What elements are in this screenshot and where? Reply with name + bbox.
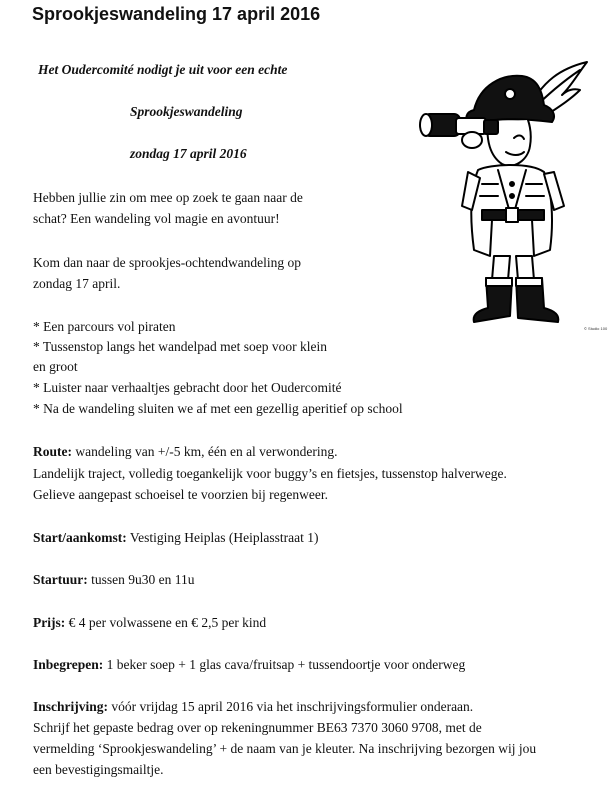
page-title: Sprookjeswandeling 17 april 2016	[32, 4, 321, 24]
startuur-label: Startuur:	[33, 572, 88, 587]
prijs-value: € 4 per volwassene en € 2,5 per kind	[65, 615, 267, 630]
prijs-line	[33, 612, 266, 633]
inschrijving-line-2: Schrijf het gepaste bedrag over op rekeningnummer BE63 7370 3060 9708, met de	[33, 720, 482, 735]
intro-line-1: Hebben jullie zin om mee op zoek te gaan naar de	[33, 190, 303, 205]
route-line-2: Landelijk traject, volledig toegankelijk voor buggy’s en fietsjes, tussenstop halverwege.	[33, 466, 507, 481]
inschrijving-line-4: een bevestigingsmailtje.	[33, 762, 164, 777]
pirate-illustration	[402, 60, 602, 335]
bullet-4: * Na de wandeling sluiten we af met een gezellig aperitief op school	[33, 401, 403, 416]
bullet-2b: en groot	[33, 359, 78, 374]
route-line-1	[33, 441, 338, 462]
inschrijving-label: Inschrijving:	[33, 699, 109, 714]
route-label: Route:	[33, 444, 72, 459]
inschrijving-line-1	[33, 696, 473, 717]
start-label: Start/aankomst:	[33, 530, 127, 545]
inschrijving-line-3: vermelding ‘Sprookjeswandeling’ + de naam van je kleuter. Na inschrijving bezorgen wij jou	[33, 741, 537, 756]
come-line-2: zondag 17 april.	[33, 276, 121, 291]
invite-line-1: Het Oudercomité nodigt je uit voor een echte	[38, 62, 288, 77]
startuur-line	[33, 569, 195, 590]
invite-line-3: zondag 17 april 2016	[130, 146, 247, 161]
startuur-value: tussen 9u30 en 11u	[87, 572, 195, 587]
route-line-3: Gelieve aangepast schoeisel te voorzien bij regenweer.	[33, 487, 328, 502]
bullet-3: * Luister naar verhaaltjes gebracht door het Oudercomité	[33, 380, 342, 395]
bullet-1: * Een parcours vol piraten	[33, 319, 176, 334]
start-line	[33, 527, 318, 548]
inbegrepen-value: 1 beker soep + 1 glas cava/fruitsap + tussendoortje voor onderweg	[103, 657, 466, 672]
come-line-1: Kom dan naar de sprookjes-ochtendwandeling op	[33, 255, 302, 270]
bullet-2a: * Tussenstop langs het wandelpad met soep voor klein	[33, 339, 327, 354]
invite-line-2: Sprookjeswandeling	[130, 104, 243, 119]
inbegrepen-label: Inbegrepen:	[33, 657, 104, 672]
inbegrepen-line	[33, 654, 465, 675]
route-text: wandeling van +/-5 km, één en al verwondering.	[72, 444, 338, 459]
start-value: Vestiging Heiplas (Heiplasstraat 1)	[126, 530, 319, 545]
inschrijving-text: vóór vrijdag 15 april 2016 via het inschrijvingsformulier onderaan.	[108, 699, 474, 714]
prijs-label: Prijs:	[33, 615, 66, 630]
intro-line-2: schat? Een wandeling vol magie en avontuur!	[33, 211, 280, 226]
image-credit: © Studio 100	[584, 326, 608, 331]
